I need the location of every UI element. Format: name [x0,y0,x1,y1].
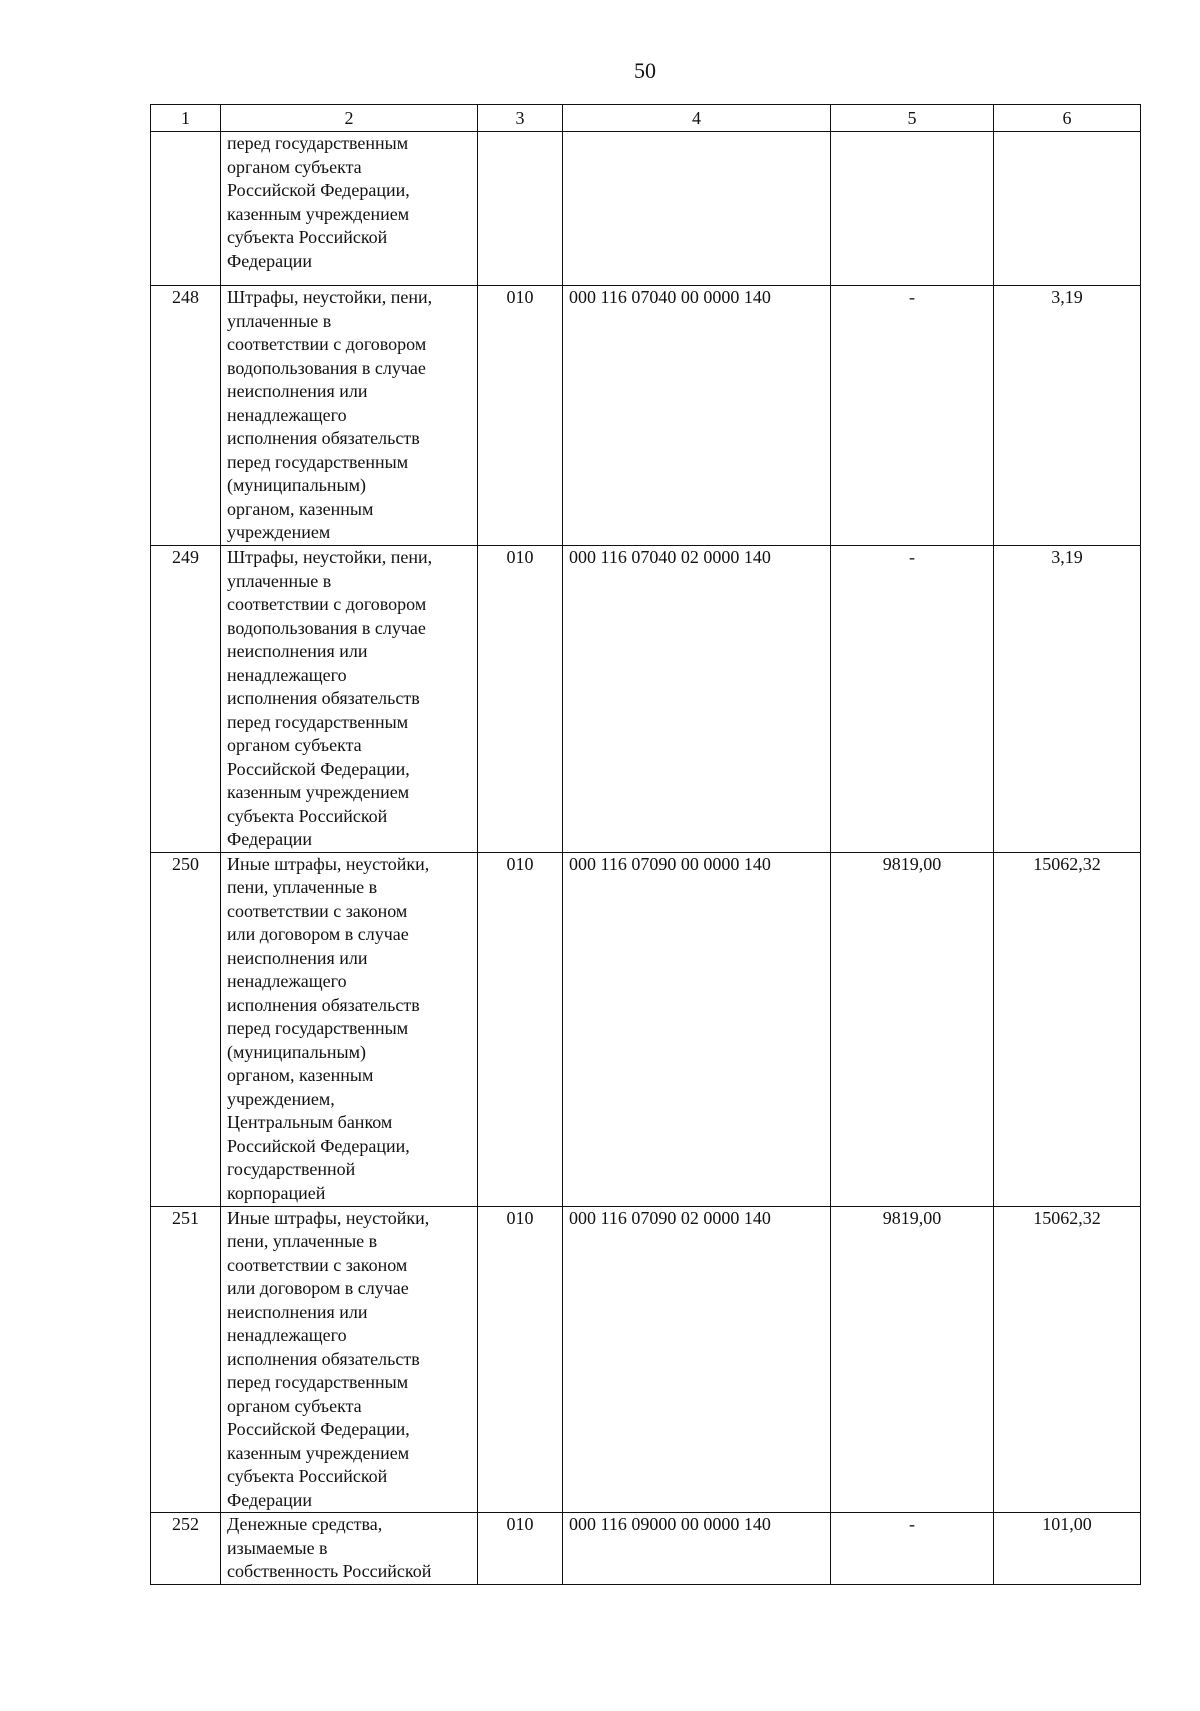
row-plan-cell: 9819,00 [831,852,994,1206]
row-admin-cell: 010 [478,546,563,853]
row-plan-cell: - [831,1513,994,1585]
row-number-cell: 248 [151,286,221,546]
row-fact-cell: 3,19 [994,286,1141,546]
table-row [151,852,1141,1206]
revenue-table [150,104,1141,1585]
row-plan-cell: 9819,00 [831,1206,994,1513]
row-name-cell: Штрафы, неустойки, пени, уплаченные в соответствии с договором водопользования в случае неисполнения или ненадлежащего исполнения обязательств перед государственным органом субъекта Российской Федерации, казенным учреждением субъекта Российской Федерации [221,546,478,853]
row-number-cell [151,132,221,286]
row-plan-cell [831,132,994,286]
row-number-cell: 249 [151,546,221,853]
row-number-cell: 251 [151,1206,221,1513]
row-fact-cell: 15062,32 [994,852,1141,1206]
header-row [151,105,1141,132]
table-header [151,105,1141,132]
table-row [151,1513,1141,1585]
page-number: 50 [634,58,656,83]
row-admin-cell: 010 [478,1513,563,1585]
row-code-cell [563,132,831,286]
row-name-cell: Иные штрафы, неустойки, пени, уплаченные в соответствии с законом или договором в случае неисполнения или ненадлежащего исполнения обязательств перед государственным (муниципальным) органом, казенным учреждением, Центральным банком Российской Федерации, государственной корпорацией [221,852,478,1206]
row-fact-cell: 3,19 [994,546,1141,853]
header-cell-5: 5 [831,105,994,132]
header-cell-3: 3 [478,105,563,132]
row-admin-cell: 010 [478,1206,563,1513]
header-cell-2: 2 [221,105,478,132]
header-cell-4: 4 [563,105,831,132]
row-code-cell: 000 116 07040 02 0000 140 [563,546,831,853]
row-name-cell: Денежные средства, изымаемые в собственность Российской [221,1513,478,1585]
row-plan-cell: - [831,546,994,853]
row-fact-cell [994,132,1141,286]
row-number-cell: 250 [151,852,221,1206]
header-cell-6: 6 [994,105,1141,132]
table-row [151,546,1141,853]
row-code-cell: 000 116 07090 02 0000 140 [563,1206,831,1513]
row-admin-cell: 010 [478,852,563,1206]
row-fact-cell: 15062,32 [994,1206,1141,1513]
table-row [151,1206,1141,1513]
row-name-cell: Штрафы, неустойки, пени, уплаченные в соответствии с договором водопользования в случае неисполнения или ненадлежащего исполнения обязательств перед государственным (муниципальным) органом, казенным учреждением [221,286,478,546]
row-admin-cell [478,132,563,286]
row-admin-cell: 010 [478,286,563,546]
row-name-cell: перед государственным органом субъекта Российской Федерации, казенным учреждением субъекта Российской Федерации [221,132,478,286]
table-row [151,286,1141,546]
row-plan-cell: - [831,286,994,546]
table-body [151,132,1141,1585]
row-name-cell: Иные штрафы, неустойки, пени, уплаченные в соответствии с законом или договором в случае неисполнения или ненадлежащего исполнения обязательств перед государственным органом субъекта Российской Федерации, казенным учреждением субъекта Российской Федерации [221,1206,478,1513]
row-fact-cell: 101,00 [994,1513,1141,1585]
row-code-cell: 000 116 09000 00 0000 140 [563,1513,831,1585]
table-row [151,132,1141,286]
row-code-cell: 000 116 07040 00 0000 140 [563,286,831,546]
header-cell-1: 1 [151,105,221,132]
row-number-cell: 252 [151,1513,221,1585]
row-code-cell: 000 116 07090 00 0000 140 [563,852,831,1206]
